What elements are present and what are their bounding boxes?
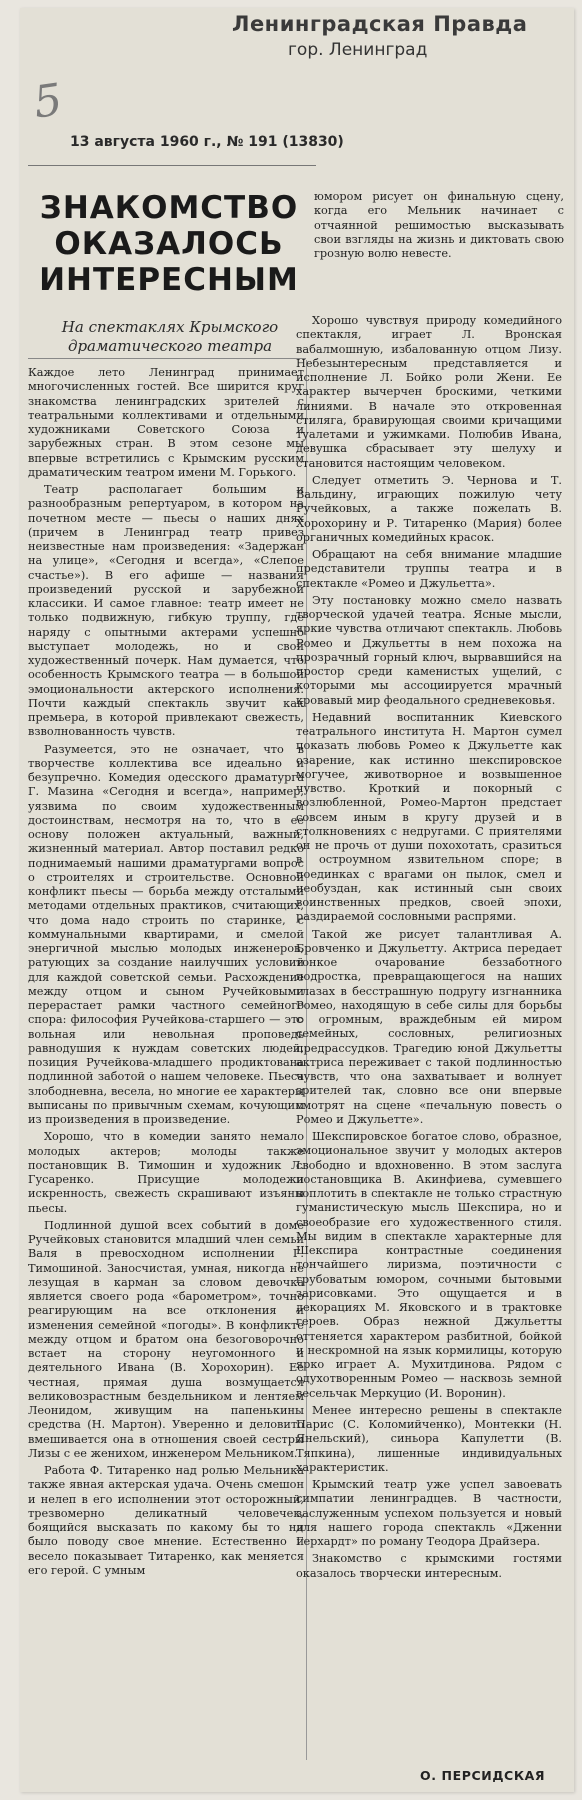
newspaper-name: Ленинградская Правда [232, 12, 528, 36]
author-signature: О. ПЕРСИДСКАЯ [420, 1768, 546, 1783]
article-paragraph: Недавний воспитанник Киевского театрального института Н. Мартон сумел показать любовь Ромео к Джульетте как озарение, как истинно шекспировское могучее, животворное и возвышенное чувство. Кроткий и покорный с возлюбленной, Ромео-Мартон предстает совсем иным в кругу друзей и в столкновениях с недругами. С приятелями он не прочь от души похохотать, сразиться в остроумном язвительном споре; в поединках с врагами он пылок, смел и необуздан, как истинный сын своих воинственных предков, своей эпохи, раздираемой сословными распрями. [296, 710, 562, 924]
article-paragraph: Такой же рисует талантливая А. Бровченко и Джульетту. Актриса передает тонкое очарование беззаботного подростка, превращающегося на наших глазах в бесстрашную подругу изгнанника Ромео, находящую в себе силы для борьбы с огромным, враждебным ей миром семейных, сословных, религиозных предрассудков. Трагедию юной Джульетты актриса переживает с такой подлинностью чувств, что она захватывает и волнует зрителей так, словно все они впервые смотрят на сцене «печальную повесть о Ромео и Джульетте». [296, 927, 562, 1126]
article-paragraph: Следует отметить Э. Чернова и Т. Вальдину, играющих пожилую чету Ручейковых, а также пожелать В. Хорохорину и Р. Титаренко (Мария) более органичных комедийных красок. [296, 473, 562, 544]
article-subheadline: На спектаклях Крымского драматического театра [61, 318, 279, 355]
article-paragraph: Работа Ф. Титаренко над ролью Мельника также явная актерская удача. Очень смешон и нелеп в его исполнении этот осторожный, трезвомерно деликатный человечек, боящийся высказать по какому бы то ни было поводу свое мнение. Естественно и весело показывает Титаренко, как меняется его герой. С умным [28, 1464, 304, 1577]
handwritten-number: 5 [30, 74, 66, 129]
article-column-top-right [314, 190, 564, 304]
article-paragraph: Разумеется, это не означает, что в творчестве коллектива все идеально и безупречно. Комедия одесского драматурга Г. Мазина «Сегодня и всегда», например, уязвима по своим художественным достоинствам, несмотря на то, что в ее основу положен актуальный, важный, жизненный материал. Автор поставил редко поднимаемый нашими драматургами вопрос о строителях и строительстве. Основной конфликт пьесы — борьба между отсталыми методами отдельных практиков, считающих, что дома надо строить по старинке, с коммунальными квартирами, и смелой энергичной мыслью молодых инженеров, ратующих за создание наилучших условий для каждой советской семьи. Расхождение между отцом и сыном Ручейковыми перерастает рамки частного семейного спора: философия Ручейкова-старшего — это вольная или невольная проповедь равнодушия к нуждам советских людей, позиция Ручейкова-младшего продиктована подлинной заботой о нашем человеке. Пьеса злободневна, весела, но многие ее характеры выписаны по привычным схемам, кочующим из произведения в произведение. [28, 742, 304, 1126]
article-paragraph: Хорошо чувствуя природу комедийного спектакля, играет Л. Вронская вабалмошную, избалованную отцом Лизу. Небезынтересным представляется и исполнение Л. Бойко роли Жени. Ее характер вычерчен броскими, четкими линиями. В начале это откровенная стиляга, бравирующая своими кричащими туалетами и ужимками. Полюбив Ивана, девушка сбрасывает эту шелуху и становится настоящим человеком. [296, 314, 562, 470]
headline-line: ОКАЗАЛОСЬ [54, 226, 284, 262]
headline-line: ИНТЕРЕСНЫМ [39, 262, 299, 298]
headline-line: ЗНАКОМСТВО [39, 190, 299, 226]
article-paragraph: Эту постановку можно смело назвать творческой удачей театра. Ясные мысли, яркие чувства отличают спектакль. Любовь Ромео и Джульетты в нем похожа на прозрачный горный ключ, вырвавшийся на простор среди каменистых ущелий, с которыми мы ассоциируется мрачный кровавый мир феодального средневековья. [296, 593, 562, 707]
article-paragraph: Менее интересно решены в спектакле Парис (С. Коломийченко), Монтекки (Н. Янельский), синьора Капулетти (В. Тяпкина), лишенные индивидуальных характеристик. [296, 1403, 562, 1474]
article-paragraph: юмором рисует он финальную сцену, когда его Мельник начинает с отчаянной решимостью высказывать свои взгляды на жизнь и диктовать свою грозную волю невесте. [314, 190, 564, 260]
article-paragraph: Крымский театр уже успел завоевать симпатии ленинградцев. В частности, заслуженным успехом пользуется и новый для нашего города спектакль «Дженни Герхардт» по роману Теодора Драйзера. [296, 1478, 562, 1548]
article-paragraph: Шекспировское богатое слово, образное, эмоциональное звучит у молодых актеров свободно и вдохновенно. В этом заслуга постановщика В. Акинфиева, сумевшего воплотить в спектакле не только страстную гуманистическую мысль Шекспира, но и своеобразие его художественного стиля. Мы видим в спектакле характерные для Шекспира контрастные соединения тончайшего лиризма, поэтичности с грубоватым юмором, сочными бытовыми зарисовками. Это ощущается и в декорациях М. Яковского и в трактовке героев. Образ нежной Джульетты оттеняется характером разбитной, бойкой и нескромной на язык кормилицы, которую ярко играет А. Мухитдинова. Рядом с одухотворенным Ромео — насквозь земной весельчак Меркуцио (И. Воронин). [296, 1130, 562, 1400]
article-column-right [296, 314, 562, 1764]
article-paragraph: Обращают на себя внимание младшие представители труппы театра и в спектакле «Ромео и Джульетта». [296, 548, 562, 590]
divider [28, 165, 316, 166]
divider [28, 358, 306, 359]
masthead [232, 12, 572, 60]
article-column-left [28, 366, 304, 1790]
article-paragraph: Знакомство с крымскими гостями оказалось творчески интересным. [296, 1552, 562, 1580]
issue-dateline: 13 августа 1960 г., № 191 (13830) [70, 134, 344, 150]
article-paragraph: Подлинной душой всех событий в доме Ручейковых становится младший член семьи Валя в превосходном исполнении Г. Тимошиной. Заносчистая, умная, никогда не лезущая в карман за словом девочка является своего рода «барометром», точно реагирующим на все отклонения и изменения семейной «погоды». В конфликте между отцом и братом она безоговорочно встает на сторону неугомонного и деятельного Ивана (В. Хорохорин). Ее честная, прямая душа возмущается великовозрастным бездельником и лентяем Леонидом, живущим на папенькины средства (Н. Мартон). Уверенно и деловито вмешивается она в отношения своей сестры Лизы с ее женихом, инженером Мельником. [28, 1218, 304, 1460]
article-headline [34, 190, 304, 298]
city-line: гор. Ленинград [288, 40, 428, 60]
article-paragraph: Хорошо, что в комедии занято немало молодых актеров; молоды также постановщик В. Тимошин и художник Л. Гусаренко. Присущие молодежи искренность, свежесть скрашивают изъяны пьесы. [28, 1130, 304, 1215]
article-paragraph: Каждое лето Ленинград принимает многочисленных гостей. Все ширится круг знакомства ленинградских зрителей с театральными коллективами и отдельными художниками Советского Союза и зарубежных стран. В этом сезоне мы впервые встретились с Крымским русским драматическим театром имени М. Горького. [28, 366, 304, 479]
article-paragraph: Театр располагает большим и разнообразным репертуаром, в котором на почетном месте — пьесы о наших днях (причем в Ленинград театр привез неизвестные нам произведения: «Задержан на улице», «Сегодня и всегда», «Слепое счастье»). В его афише — названия произведений русской и зарубежной классики. И самое главное: театр имеет не только подвижную, гибкую труппу, где наряду с опытными актерами успешно выступает молодежь, но и свой художественный почерк. Нам думается, что особенность Крымского театра — в большой эмоциональности актерского исполнения. Почти каждый спектакль звучит как премьера, в которой привлекают свежесть, взволнованность чувств. [28, 483, 304, 739]
